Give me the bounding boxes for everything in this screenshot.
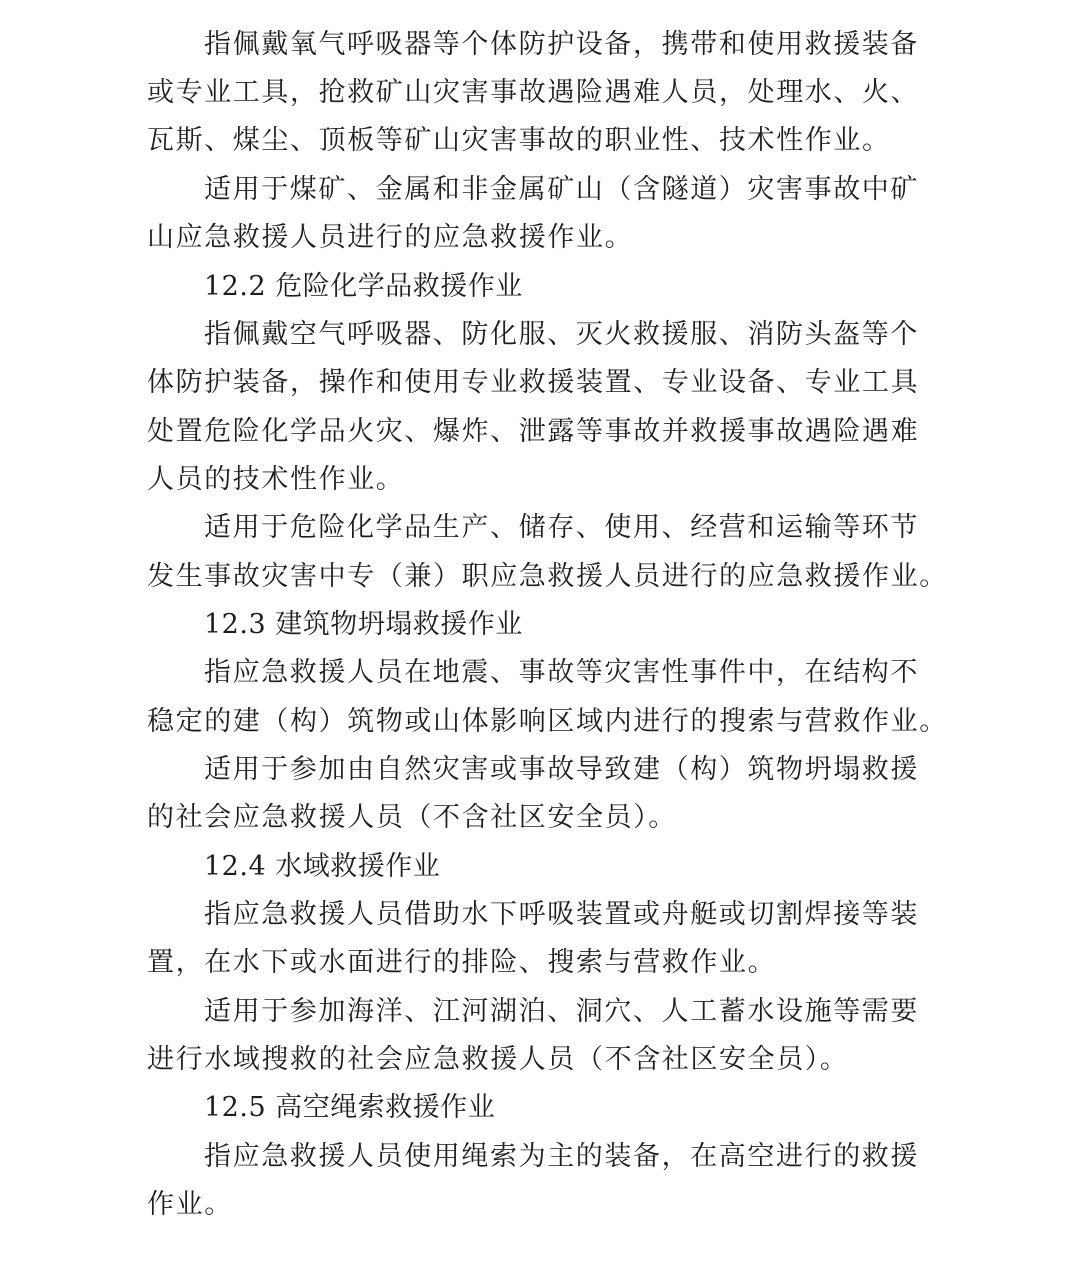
paragraph-line: 指应急救援人员使用绳索为主的装备，在高空进行的救援 — [204, 1141, 919, 1172]
paragraph-line: 或专业工具，抢救矿山灾害事故遇险遇难人员，处理水、火、 — [147, 77, 920, 108]
paragraph-line: 指佩戴氧气呼吸器等个体防护设备，携带和使用救援装备 — [204, 29, 919, 60]
paragraph-line: 稳定的建（构）筑物或山体影响区域内进行的搜索与营救作业。 — [147, 706, 948, 737]
paragraph-line: 体防护装备，操作和使用专业救援装置、专业设备、专业工具 — [147, 367, 920, 398]
paragraph-line: 处置危险化学品火灾、爆炸、泄露等事故并救援事故遇险遇难 — [147, 416, 920, 447]
paragraph-line: 瓦斯、煤尘、顶板等矿山灾害事故的职业性、技术性作业。 — [147, 125, 891, 156]
paragraph-line: 作业。 — [147, 1189, 233, 1220]
paragraph-line: 山应急救援人员进行的应急救援作业。 — [147, 222, 634, 253]
paragraph-line: 适用于参加由自然灾害或事故导致建（构）筑物坍塌救援 — [204, 754, 919, 785]
paragraph-line: 适用于参加海洋、江河湖泊、洞穴、人工蓄水设施等需要 — [204, 996, 919, 1027]
section-heading-12-4: 12.4 水域救援作业 — [204, 851, 441, 882]
paragraph-line: 进行水域搜救的社会应急救援人员（不含社区安全员）。 — [147, 1044, 849, 1075]
paragraph-line: 发生事故灾害中专（兼）职应急救援人员进行的应急救援作业。 — [147, 561, 948, 592]
paragraph-line: 指佩戴空气呼吸器、防化服、灭火救援服、消防头盔等个 — [204, 319, 919, 350]
paragraph-line: 指应急救援人员借助水下呼吸装置或舟艇或切割焊接等装 — [204, 899, 919, 930]
paragraph-line: 人员的技术性作业。 — [147, 464, 405, 495]
paragraph-line: 适用于煤矿、金属和非金属矿山（含隧道）灾害事故中矿 — [204, 174, 919, 205]
paragraph-line: 的社会应急救援人员（不含社区安全员）。 — [147, 802, 677, 833]
section-heading-12-5: 12.5 高空绳索救援作业 — [204, 1092, 496, 1123]
paragraph-line: 置，在水下或水面进行的排险、搜索与营救作业。 — [147, 947, 777, 978]
section-heading-12-3: 12.3 建筑物坍塌救援作业 — [204, 609, 523, 640]
paragraph-line: 指应急救援人员在地震、事故等灾害性事件中，在结构不 — [204, 657, 919, 688]
section-heading-12-2: 12.2 危险化学品救援作业 — [204, 271, 523, 302]
paragraph-line: 适用于危险化学品生产、储存、使用、经营和运输等环节 — [204, 512, 919, 543]
